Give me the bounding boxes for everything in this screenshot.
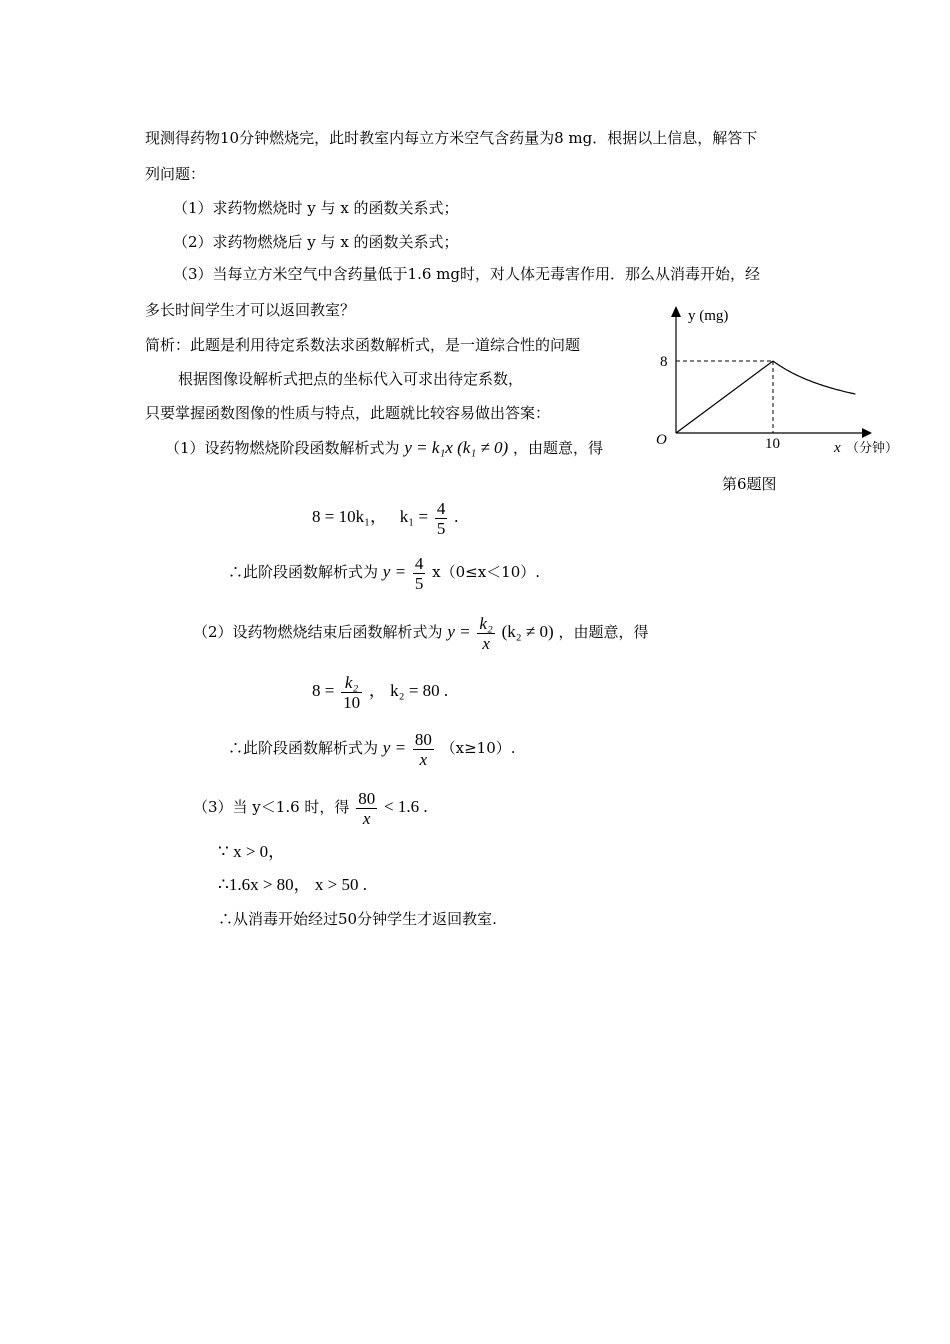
solution-3-step-1 <box>218 842 285 862</box>
solution-3-line <box>193 788 428 828</box>
solution-3-conclusion: ∴从消毒开始经过50分钟学生才返回教室. <box>218 910 497 928</box>
question-2: （2）求药物燃烧后 y 与 x 的函数关系式； <box>173 233 459 251</box>
fraction-numerator: 80 <box>414 729 432 749</box>
fraction-denominator: x <box>482 633 490 653</box>
fraction-denominator: 5 <box>436 518 446 538</box>
step-text: ∴1.6x > 80， x > 50 . <box>218 875 367 894</box>
analysis-line-3: 只要掌握函数图像的性质与特点，此题就比较容易做出答案： <box>145 404 551 422</box>
solution-3-step-2 <box>218 875 367 895</box>
equation-8-equals-10k1: 8 = 10k₁， <box>312 507 388 526</box>
fraction-denominator: 5 <box>414 573 424 593</box>
fraction-numerator: 80 <box>358 788 376 808</box>
x-axis-label: x <box>834 440 841 456</box>
linear-segment <box>676 361 773 433</box>
conclusion-lhs: y = <box>382 738 407 757</box>
conclusion-domain: （x≥10）. <box>440 739 516 757</box>
fraction-denominator: 10 <box>343 692 361 712</box>
question-3-line-1: （3）当每立方米空气中含药量低于1.6 mg时，对人体无毒害作用．那么从消毒开始，经 <box>173 265 760 283</box>
step-text: ∵ x > 0， <box>218 842 286 861</box>
solution-2-line <box>193 613 649 653</box>
y-axis-arrow-icon <box>671 306 681 317</box>
solution-1-line <box>165 438 603 458</box>
function-graph <box>640 298 900 478</box>
intro-line-2: 列问题： <box>145 165 206 183</box>
solution-1-equation: 8 = 10k₁， k₁ = $\frac{4}{5}$ . <box>312 498 459 538</box>
x-axis-unit: （分钟） <box>846 440 899 455</box>
tick-label-8: 8 <box>660 354 668 370</box>
x-axis-arrow-icon <box>862 428 872 438</box>
intro-line-1: 现测得药物10分钟燃烧完，此时教室内每立方米空气含药量为8 mg．根据以上信息，解答下 <box>145 129 758 147</box>
solution-2-tail: ，由题意，得 <box>558 623 649 641</box>
fraction-denominator: x <box>419 749 428 769</box>
fraction-k2-10 <box>341 673 362 712</box>
solution-2-conclusion <box>228 729 516 769</box>
fraction-4-5 <box>413 554 426 593</box>
conclusion-text: ∴此阶段函数解析式为 <box>228 563 379 581</box>
fraction-denominator: x <box>362 808 371 828</box>
fraction-80-x <box>356 789 377 828</box>
k1-lhs: k₁ = <box>399 507 429 526</box>
fraction-numerator: 4 <box>414 553 424 573</box>
question-3-line-2: 多长时间学生才可以返回教室？ <box>145 301 356 319</box>
tick-label-10: 10 <box>765 436 780 452</box>
fraction-k1 <box>435 499 448 538</box>
solution-2-condition: (k₂ ≠ 0) <box>501 622 554 641</box>
inequality-tail: < 1.6 . <box>383 797 428 816</box>
solution-3-text: （3）当 y＜1.6 时，得 <box>193 798 350 816</box>
fraction-numerator: k₂ <box>479 613 493 633</box>
y-axis-label: y (mg) <box>688 308 729 324</box>
fraction-numerator: 4 <box>436 498 446 518</box>
conclusion-domain: x（0≤x＜10）. <box>432 563 541 581</box>
fraction-numerator: k₂ <box>341 673 362 693</box>
solution-2-equation <box>312 672 448 712</box>
analysis-line-1: 简析：此题是利用待定系数法求函数解析式，是一道综合性的问题 <box>145 336 581 354</box>
fraction-k2-x <box>477 614 494 653</box>
conclusion-lhs: y = <box>382 562 407 581</box>
solution-2-lhs: y = <box>447 622 471 641</box>
fraction-80-x <box>413 730 434 769</box>
solution-1-conclusion <box>228 553 540 593</box>
conclusion-text: ∴此阶段函数解析式为 <box>228 739 379 757</box>
origin-label: O <box>656 432 667 448</box>
solution-2-text: （2）设药物燃烧结束后函数解析式为 <box>193 623 443 641</box>
solution-1-formula: y = k₁x (k₁ ≠ 0) <box>404 438 509 457</box>
analysis-line-2: 根据图像设解析式把点的坐标代入可求出待定系数， <box>178 370 524 388</box>
question-1: （1）求药物燃烧时 y 与 x 的函数关系式； <box>173 199 459 217</box>
equation-lhs: 8 = <box>312 681 335 700</box>
solution-1-tail: ，由题意，得 <box>513 439 604 457</box>
equation-tail: ， k₂ = 80 . <box>368 681 449 700</box>
figure-caption: 第6题图 <box>722 475 777 493</box>
inverse-curve <box>773 361 855 394</box>
solution-1-text: （1）设药物燃烧阶段函数解析式为 <box>165 439 400 457</box>
